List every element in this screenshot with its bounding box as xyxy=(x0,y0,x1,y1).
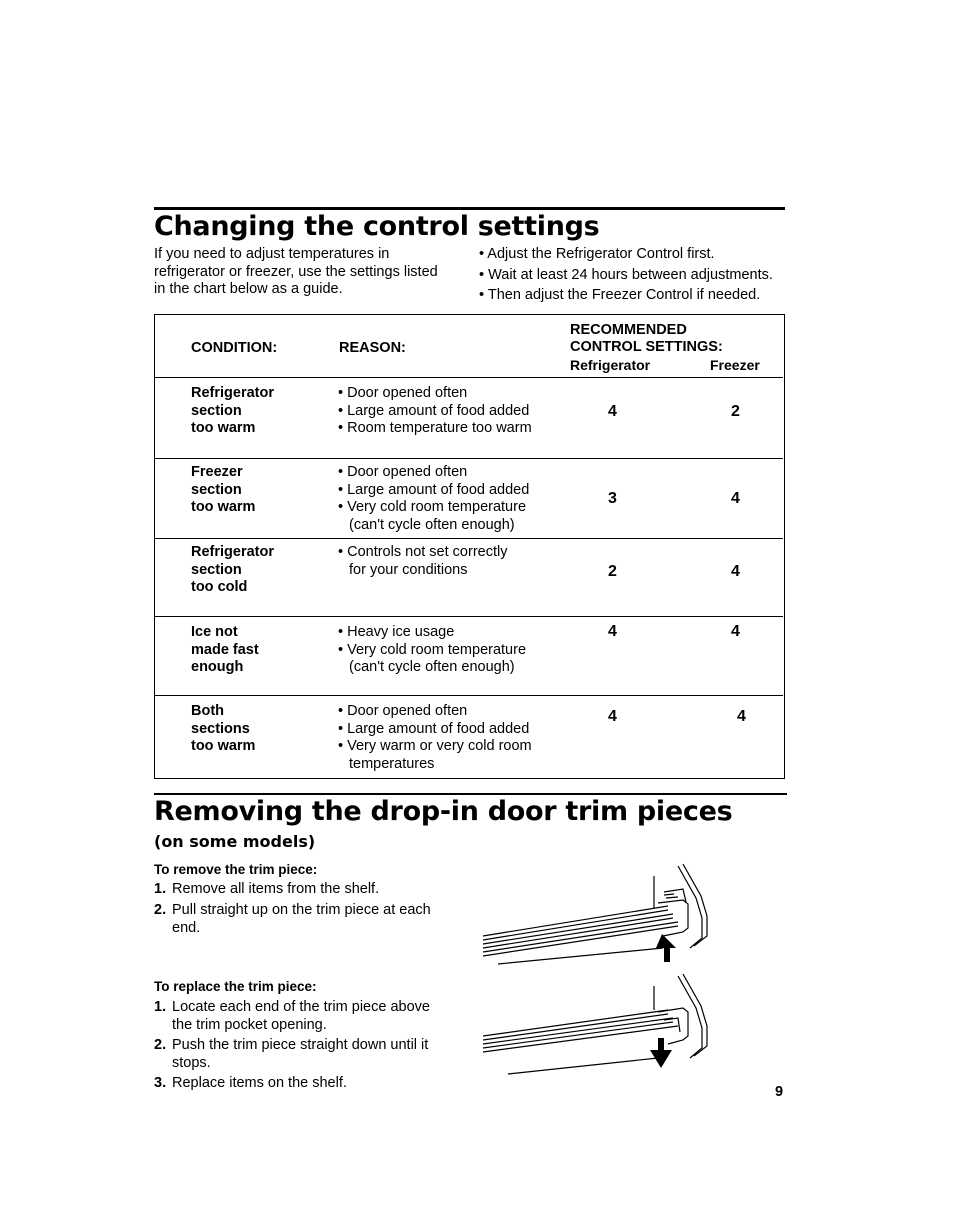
trim-replacement-illustration xyxy=(478,974,718,1082)
remove-heading: To remove the trim piece: xyxy=(154,862,318,877)
row-reasons: • Heavy ice usage • Very cold room temperature (can't cycle often enough) xyxy=(338,624,527,675)
section-title-control-settings: Changing the control settings xyxy=(154,211,600,242)
trim-removal-illustration xyxy=(478,858,718,970)
header-recommended: RECOMMENDED xyxy=(570,322,687,338)
remove-step: 1. Remove all items from the shelf. xyxy=(154,881,380,897)
freezer-setting: 4 xyxy=(731,623,740,640)
top-rule xyxy=(154,207,785,210)
row-condition: Refrigerator section too cold xyxy=(191,544,274,595)
row-reasons: • Door opened often • Large amount of food added • Very cold room temperature (can't cycle often enough) xyxy=(338,464,530,533)
header-freezer: Freezer xyxy=(710,357,760,373)
row-condition: Refrigerator section too warm xyxy=(191,385,274,436)
header-condition: CONDITION: xyxy=(191,340,278,356)
table-row xyxy=(155,377,783,458)
intro-line: in the chart below as a guide. xyxy=(154,281,343,297)
bullet-item: • Wait at least 24 hours between adjustments. xyxy=(479,266,773,283)
intro-line: refrigerator or freezer, use the settings listed xyxy=(154,263,438,280)
freezer-setting: 4 xyxy=(737,708,746,725)
section-subtitle: (on some models) xyxy=(154,832,316,851)
section-rule xyxy=(154,793,787,795)
replace-step: 1. Locate each end of the trim piece above the trim pocket opening. xyxy=(154,999,430,1033)
page-number: 9 xyxy=(775,1084,784,1100)
row-condition: Freezer section too warm xyxy=(191,464,256,515)
replace-step: 3. Replace items on the shelf. xyxy=(154,1075,347,1091)
row-reasons: • Controls not set correctly for your conditions xyxy=(338,544,508,578)
header-control-settings: CONTROL SETTINGS: xyxy=(570,339,723,355)
freezer-setting: 4 xyxy=(731,490,740,507)
intro-line: If you need to adjust temperatures in xyxy=(154,246,390,262)
freezer-setting: 4 xyxy=(731,563,740,580)
remove-step: 2. Pull straight up on the trim piece at each end. xyxy=(154,902,431,936)
replace-heading: To replace the trim piece: xyxy=(154,979,317,994)
adjustment-bullets xyxy=(479,246,773,308)
replace-step: 2. Push the trim piece straight down until it stops. xyxy=(154,1037,429,1071)
refrigerator-setting: 4 xyxy=(608,623,617,640)
refrigerator-setting: 2 xyxy=(608,563,617,580)
control-settings-table xyxy=(154,314,785,779)
refrigerator-setting: 4 xyxy=(608,403,617,420)
header-reason: REASON: xyxy=(339,340,406,356)
row-condition: Both sections too warm xyxy=(191,703,256,754)
row-condition: Ice not made fast enough xyxy=(191,624,259,675)
intro-text xyxy=(154,246,474,299)
section-title-door-trim: Removing the drop-in door trim pieces xyxy=(154,796,733,827)
table-row xyxy=(155,695,783,778)
table-row xyxy=(155,538,783,616)
table-row xyxy=(155,458,783,538)
row-reasons: • Door opened often • Large amount of food added • Room temperature too warm xyxy=(338,385,532,436)
refrigerator-setting: 3 xyxy=(608,490,617,507)
header-refrigerator: Refrigerator xyxy=(570,357,651,373)
row-reasons: • Door opened often • Large amount of food added • Very warm or very cold room temperatures xyxy=(338,703,532,772)
bullet-item: • Then adjust the Freezer Control if needed. xyxy=(479,287,761,303)
bullet-item: • Adjust the Refrigerator Control first. xyxy=(479,246,715,262)
refrigerator-setting: 4 xyxy=(608,708,617,725)
table-row xyxy=(155,616,783,695)
freezer-setting: 2 xyxy=(731,403,740,420)
